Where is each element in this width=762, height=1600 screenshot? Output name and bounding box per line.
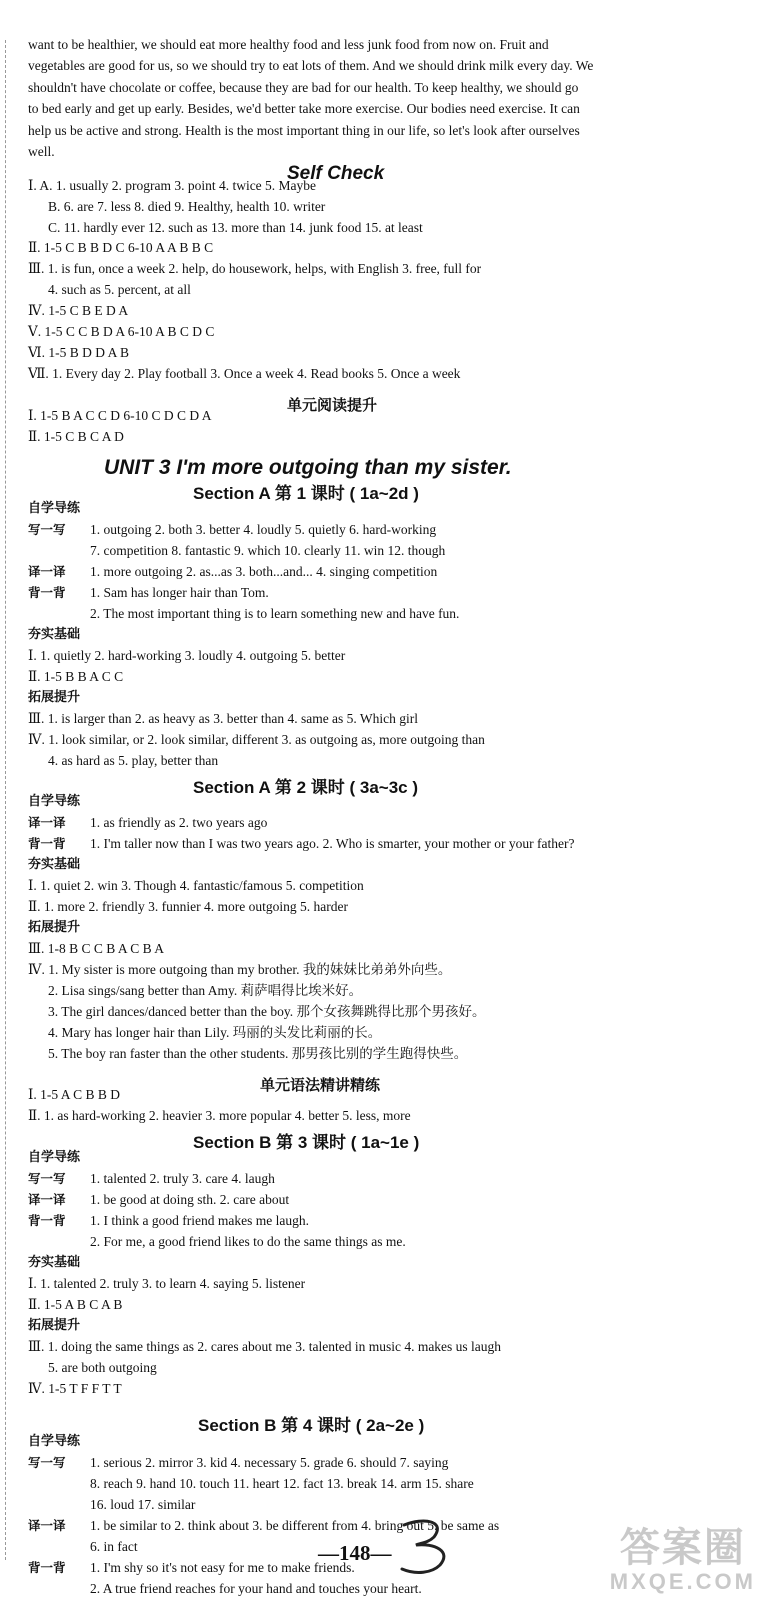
subsection-label: 夯实基础 <box>28 627 81 642</box>
watermark-logo: 答案圈 <box>619 1525 746 1571</box>
answer-line: Ⅳ. 1-5 T F F T T <box>28 1381 122 1396</box>
exercise-tag: 写一写 <box>28 522 66 537</box>
answer-line: Ⅲ. 1-8 B C C B A C B A <box>28 941 165 956</box>
unit-heading: UNIT 3 I'm more outgoing than my sister. <box>104 456 512 479</box>
section-heading: 单元语法精讲精练 <box>260 1076 381 1094</box>
lesson-heading: Section A 第 2 课时 ( 3a~3c ) <box>193 778 419 797</box>
answer-line: help us be active and strong. Health is the most important thing in our life, so let's look after ourselves <box>28 123 580 138</box>
answer-line: 4. Mary has longer hair than Lily. 玛丽的头发比莉丽的长。 <box>48 1025 382 1040</box>
answer-line: 1. I think a good friend makes me laugh. <box>90 1213 309 1228</box>
answer-line: 16. loud 17. similar <box>90 1497 196 1512</box>
answer-line: B. 6. are 7. less 8. died 9. Healthy, health 10. writer <box>48 199 326 214</box>
exercise-tag: 背一背 <box>28 1213 66 1228</box>
answer-line: vegetables are good for us, so we should try to eat lots of them. And we should drink milk every day. We <box>28 58 594 73</box>
answer-line: 1. Sam has longer hair than Tom. <box>90 585 269 600</box>
answer-line: want to be healthier, we should eat more healthy food and less junk food from now on. Fruit and <box>28 37 549 52</box>
answer-line: 3. The girl dances/danced better than the boy. 那个女孩舞跳得比那个男孩好。 <box>48 1004 486 1019</box>
answer-line: Ⅶ. 1. Every day 2. Play football 3. Once a week 4. Read books 5. Once a week <box>28 366 461 381</box>
answer-line: 2. Lisa sings/sang better than Amy. 莉萨唱得比埃米好。 <box>48 983 363 998</box>
answer-line: Ⅲ. 1. doing the same things as 2. cares about me 3. talented in music 4. makes us laugh <box>28 1339 502 1354</box>
answer-line: shouldn't have chocolate or coffee, because they are bad for our health. To keep healthy, we should go <box>28 80 579 95</box>
answer-line: Ⅰ. 1-5 B A C C D 6-10 C D C D A <box>28 408 212 423</box>
exercise-tag: 背一背 <box>28 836 66 851</box>
lesson-heading: Section B 第 3 课时 ( 1a~1e ) <box>193 1133 420 1152</box>
answer-line: Ⅳ. 1-5 C B E D A <box>28 303 129 318</box>
answer-line: 1. I'm taller now than I was two years ago. 2. Who is smarter, your mother or your father? <box>90 836 575 851</box>
answer-line: Ⅰ. 1. talented 2. truly 3. to learn 4. saying 5. listener <box>28 1276 306 1291</box>
lesson-heading: Section A 第 1 课时 ( 1a~2d ) <box>193 484 419 503</box>
answer-line: 8. reach 9. hand 10. touch 11. heart 12. fact 13. break 14. arm 15. share <box>90 1476 474 1491</box>
exercise-tag: 译一译 <box>28 564 66 579</box>
answer-line: 4. as hard as 5. play, better than <box>48 753 219 768</box>
answer-line: well. <box>28 144 55 159</box>
answer-line: to bed early and get up early. Besides, we'd better take more exercise. Our bodies need exercise. It can <box>28 101 580 116</box>
section-heading: Self Check <box>287 163 385 184</box>
answer-line: Ⅵ. 1-5 B D D A B <box>28 345 129 360</box>
subsection-label: 自学导练 <box>28 1434 81 1449</box>
answer-line: Ⅱ. 1. more 2. friendly 3. funnier 4. more outgoing 5. harder <box>28 899 348 914</box>
answer-line: Ⅱ. 1-5 C B B D C 6-10 A A B B C <box>28 240 214 255</box>
margin-rule <box>5 40 6 1560</box>
exercise-tag: 背一背 <box>28 585 66 600</box>
subsection-label: 自学导练 <box>28 501 81 516</box>
subsection-label: 拓展提升 <box>28 690 81 705</box>
answer-line: 4. such as 5. percent, at all <box>48 282 191 297</box>
answer-line: Ⅳ. 1. My sister is more outgoing than my brother. 我的妹妹比弟弟外向些。 <box>28 962 452 977</box>
answer-line: 7. competition 8. fantastic 9. which 10. clearly 11. win 12. though <box>90 543 446 558</box>
answer-line: 1. be similar to 2. think about 3. be different from 4. bring out 5. be same as <box>90 1518 500 1533</box>
exercise-tag: 译一译 <box>28 1518 66 1533</box>
answer-line: 1. outgoing 2. both 3. better 4. loudly 5. quietly 6. hard-working <box>90 522 437 537</box>
subsection-label: 夯实基础 <box>28 857 81 872</box>
answer-line: 2. For me, a good friend likes to do the same things as me. <box>90 1234 406 1249</box>
subsection-label: 拓展提升 <box>28 920 81 935</box>
exercise-tag: 译一译 <box>28 1192 66 1207</box>
answer-line: Ⅳ. 1. look similar, or 2. look similar, different 3. as outgoing as, more outgoing than <box>28 732 485 747</box>
watermark-url: MXQE.COM <box>609 1569 756 1594</box>
subsection-label: 自学导练 <box>28 1150 81 1165</box>
answer-line: Ⅲ. 1. is larger than 2. as heavy as 3. better than 4. same as 5. Which girl <box>28 711 419 726</box>
handwritten-mark <box>394 1515 464 1582</box>
answer-line: Ⅲ. 1. is fun, once a week 2. help, do housework, helps, with English 3. free, full for <box>28 261 482 276</box>
lesson-heading: Section B 第 4 课时 ( 2a~2e ) <box>198 1416 425 1435</box>
section-heading: 单元阅读提升 <box>287 396 378 414</box>
answer-line: 1. talented 2. truly 3. care 4. laugh <box>90 1171 275 1186</box>
answer-line: 1. more outgoing 2. as...as 3. both...and... 4. singing competition <box>90 564 438 579</box>
answer-line: 6. in fact <box>90 1539 138 1554</box>
answer-line: 1. as friendly as 2. two years ago <box>90 815 268 830</box>
answer-line: 1. I'm shy so it's not easy for me to make friends. <box>90 1560 355 1575</box>
answer-line: Ⅱ. 1-5 C B C A D <box>28 429 124 444</box>
answer-line: Ⅱ. 1-5 A B C A B <box>28 1297 123 1312</box>
answer-line: 5. The boy ran faster than the other students. 那男孩比别的学生跑得快些。 <box>48 1046 468 1061</box>
page-number: —148— <box>318 1541 392 1565</box>
subsection-label: 夯实基础 <box>28 1255 81 1270</box>
answer-line: Ⅰ. 1-5 A C B B D <box>28 1087 120 1102</box>
answer-line: 1. serious 2. mirror 3. kid 4. necessary 5. grade 6. should 7. saying <box>90 1455 449 1470</box>
watermark <box>610 1526 756 1594</box>
answer-line: Ⅱ. 1-5 B B A C C <box>28 669 124 684</box>
answer-line: C. 11. hardly ever 12. such as 13. more than 14. junk food 15. at least <box>48 220 423 235</box>
answer-line: Ⅰ. 1. quietly 2. hard-working 3. loudly 4. outgoing 5. better <box>28 648 346 663</box>
exercise-tag: 写一写 <box>28 1455 66 1470</box>
exercise-tag: 译一译 <box>28 815 66 830</box>
answer-line: 2. The most important thing is to learn something new and have fun. <box>90 606 460 621</box>
answer-line: 2. A true friend reaches for your hand and touches your heart. <box>90 1581 422 1596</box>
exercise-tag: 写一写 <box>28 1171 66 1186</box>
handwritten-three-icon <box>394 1515 464 1577</box>
answer-line: 5. are both outgoing <box>48 1360 157 1375</box>
answer-line: Ⅰ. A. 1. usually 2. program 3. point 4. twice 5. Maybe <box>28 178 317 193</box>
exercise-tag: 背一背 <box>28 1560 66 1575</box>
subsection-label: 拓展提升 <box>28 1318 81 1333</box>
answer-line: Ⅱ. 1. as hard-working 2. heavier 3. more popular 4. better 5. less, more <box>28 1108 411 1123</box>
answer-line: 1. be good at doing sth. 2. care about <box>90 1192 290 1207</box>
subsection-label: 自学导练 <box>28 794 81 809</box>
answer-line: Ⅴ. 1-5 C C B D A 6-10 A B C D C <box>28 324 215 339</box>
answer-line: Ⅰ. 1. quiet 2. win 3. Though 4. fantastic/famous 5. competition <box>28 878 364 893</box>
